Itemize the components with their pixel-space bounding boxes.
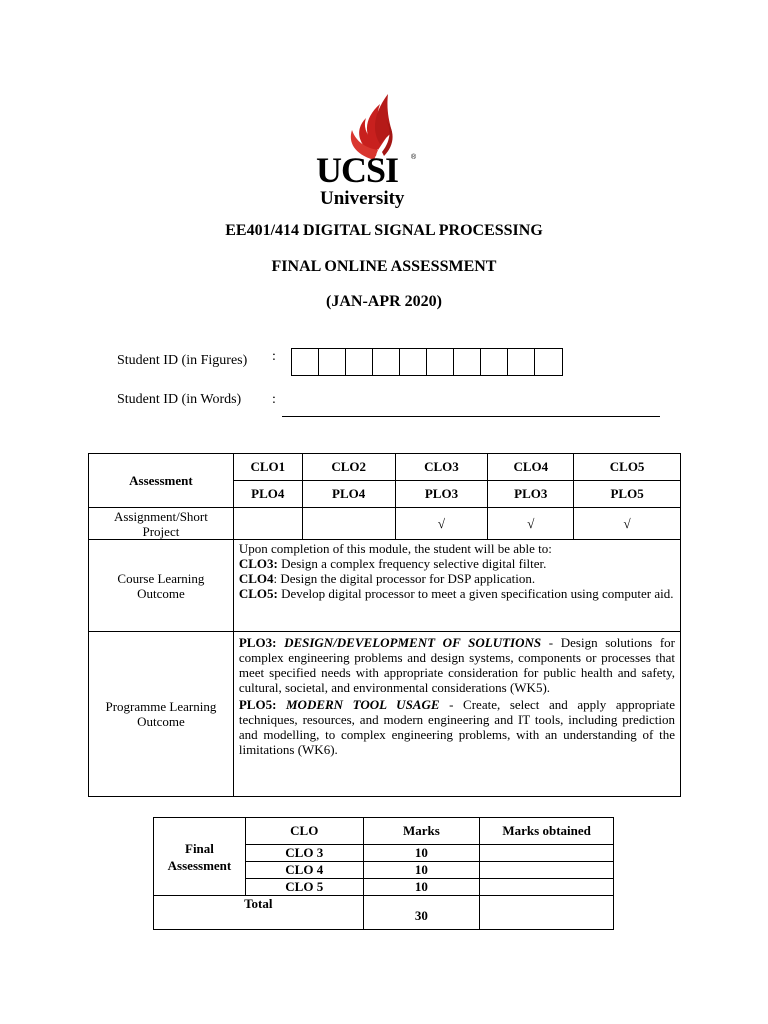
course-title: EE401/414 DIGITAL SIGNAL PROCESSING [225, 222, 543, 239]
total-label: Total [154, 896, 364, 930]
plo5-text: - Create, select and apply appropriate techniques, resources, and modern engineering and IT tools, including prediction and modelling, to complex engineering problems, with an understanding of the limitations (WK6). [238, 697, 676, 757]
clo3-text: Design a complex frequency selective digital filter. [277, 556, 547, 571]
clo-cell: CLO 3 [245, 845, 363, 862]
check-cell: √ [574, 508, 681, 540]
colon: : [272, 349, 276, 364]
check-cell: √ [395, 508, 488, 540]
logo-wordmark: UCSI [316, 150, 399, 190]
clo-intro: Upon completion of this module, the student will be able to: [238, 541, 552, 556]
plo-header: PLO5 [574, 481, 681, 508]
clo3-tag: CLO3: [238, 556, 278, 571]
assignment-row-label: Assignment/Short Project [89, 508, 234, 540]
colon: : [272, 392, 276, 407]
marks-obtained-cell[interactable] [480, 879, 614, 896]
final-assessment-marks-table [153, 817, 614, 930]
clo-plo-mapping-table [88, 453, 681, 797]
clo3-line [239, 556, 675, 571]
plo3-tag: PLO3: [238, 635, 277, 650]
assessment-header: Assessment [89, 454, 234, 508]
marks-cell: 10 [363, 879, 480, 896]
total-value: 30 [363, 896, 480, 930]
plo3-text: - Design solutions for complex engineering problems and design systems, components or processes that meet specified needs with appropriate consideration for public health and safety, cultural, societal, and environmental considerations (WK5). [238, 635, 676, 695]
marks-column-header: Marks [363, 818, 480, 845]
student-id-words-label: Student ID (in Words) [117, 392, 242, 407]
term-title: (JAN-APR 2020) [326, 293, 442, 310]
registered-mark: ® [411, 154, 417, 161]
marks-obtained-cell[interactable] [480, 862, 614, 879]
plo3-paragraph [239, 635, 675, 695]
student-id-figures-label: Student ID (in Figures) [117, 353, 248, 368]
programme-learning-outcome-text [233, 632, 680, 797]
clo5-text: Develop digital processor to meet a given specification using computer aid. [277, 586, 674, 601]
marks-obtained-column-header: Marks obtained [480, 818, 614, 845]
student-id-words-line[interactable] [282, 416, 660, 417]
plo5-title: MODERN TOOL USAGE [286, 697, 440, 712]
programme-learning-outcome-label: Programme Learning Outcome [89, 632, 234, 797]
clo-column-header: CLO [245, 818, 363, 845]
clo-header: CLO5 [574, 454, 681, 481]
clo-header: CLO3 [395, 454, 488, 481]
plo-header: PLO4 [233, 481, 302, 508]
clo-cell: CLO 5 [245, 879, 363, 896]
plo-header: PLO3 [488, 481, 574, 508]
check-cell [233, 508, 302, 540]
clo5-tag: CLO5: [238, 586, 278, 601]
plo-header: PLO4 [302, 481, 395, 508]
final-assessment-label: Final Assessment [154, 818, 246, 896]
check-cell [302, 508, 395, 540]
plo-header: PLO3 [395, 481, 488, 508]
student-id-boxes[interactable] [291, 348, 563, 376]
clo5-line [239, 586, 675, 601]
plo5-paragraph [239, 697, 675, 757]
clo-header: CLO4 [488, 454, 574, 481]
plo5-tag: PLO5: [238, 697, 277, 712]
course-learning-outcome-text [233, 540, 680, 632]
check-cell: √ [488, 508, 574, 540]
course-learning-outcome-label: Course Learning Outcome [89, 540, 234, 632]
marks-cell: 10 [363, 845, 480, 862]
clo4-line [239, 571, 675, 586]
clo4-text: : Design the digital processor for DSP application. [273, 571, 536, 586]
assessment-title: FINAL ONLINE ASSESSMENT [271, 258, 497, 275]
clo-cell: CLO 4 [245, 862, 363, 879]
clo4-tag: CLO4 [238, 571, 274, 586]
logo-subtitle: University [320, 188, 405, 209]
total-obtained-cell[interactable] [480, 896, 614, 930]
clo-header: CLO2 [302, 454, 395, 481]
clo-header: CLO1 [233, 454, 302, 481]
plo3-title: DESIGN/DEVELOPMENT OF SOLUTIONS [284, 635, 542, 650]
marks-cell: 10 [363, 862, 480, 879]
marks-obtained-cell[interactable] [480, 845, 614, 862]
